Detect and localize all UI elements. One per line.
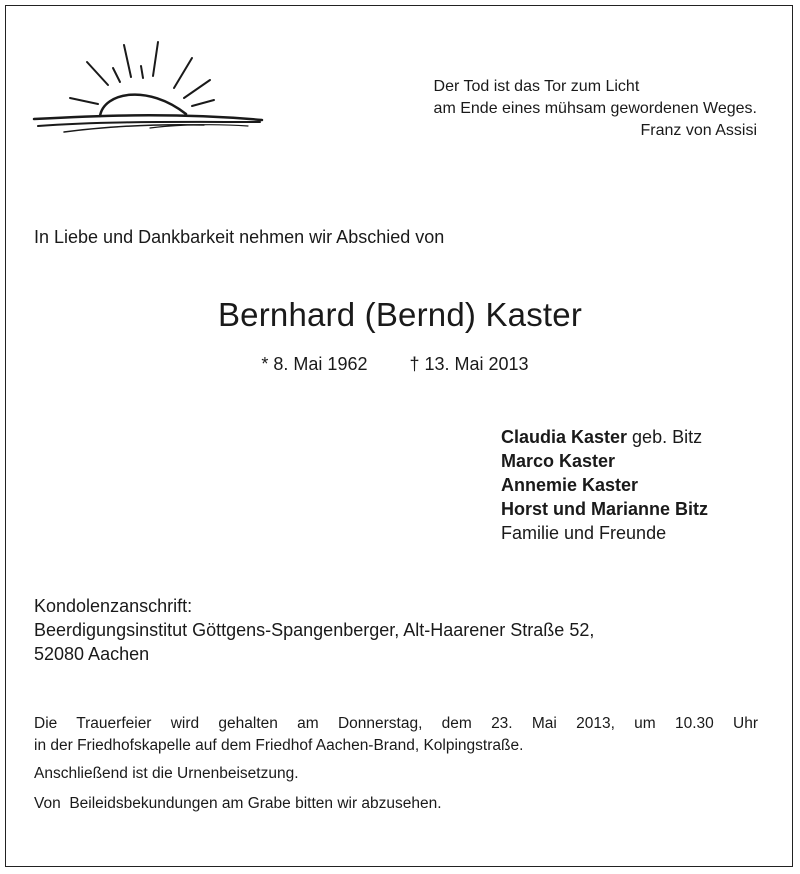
service-line-2: in der Friedhofskapelle auf dem Friedhof Aachen-Brand, Kolpingstraße. <box>34 737 524 754</box>
quote-line-2: am Ende eines mühsam gewordenen Weges. <box>433 100 757 117</box>
life-dates <box>0 354 790 375</box>
condolence-line-1: Beerdigungsinstitut Göttgens-Spangenberger, Alt-Haarener Straße 52, <box>34 620 595 640</box>
birth-date: * 8. Mai 1962 <box>261 354 368 374</box>
quote-line-1: Der Tod ist das Tor zum Licht <box>433 78 640 95</box>
condolence-address <box>34 594 594 666</box>
mourner-item: Marco Kaster <box>501 451 616 471</box>
mourner-item: Horst und Marianne Bitz <box>501 499 709 519</box>
service-line-4: Von Beileidsbekundungen am Grabe bitten wir abzusehen. <box>34 795 442 812</box>
death-date: † 13. Mai 2013 <box>409 354 529 374</box>
quote-block <box>434 76 757 142</box>
mourners-list <box>501 425 708 545</box>
quote-author: Franz von Assisi <box>640 122 757 139</box>
service-line-3: Anschließend ist die Urnenbeisetzung. <box>34 765 299 782</box>
mourner-item: Familie und Freunde <box>501 523 667 543</box>
service-info <box>34 713 758 815</box>
mourner-item: Annemie Kaster <box>501 475 639 495</box>
mourner-item: Claudia Kaster geb. Bitz <box>501 427 703 447</box>
sunrise-icon <box>30 40 270 140</box>
intro-text: In Liebe und Dankbarkeit nehmen wir Abschied von <box>34 227 445 247</box>
condolence-line-2: 52080 Aachen <box>34 644 150 664</box>
condolence-label: Kondolenzanschrift: <box>34 596 193 616</box>
deceased-name: Bernhard (Bernd) Kaster <box>217 296 583 333</box>
service-line-1: Die Trauerfeier wird gehalten am Donnerstag, dem 23. Mai 2013, um 10.30 Uhr <box>34 715 758 732</box>
